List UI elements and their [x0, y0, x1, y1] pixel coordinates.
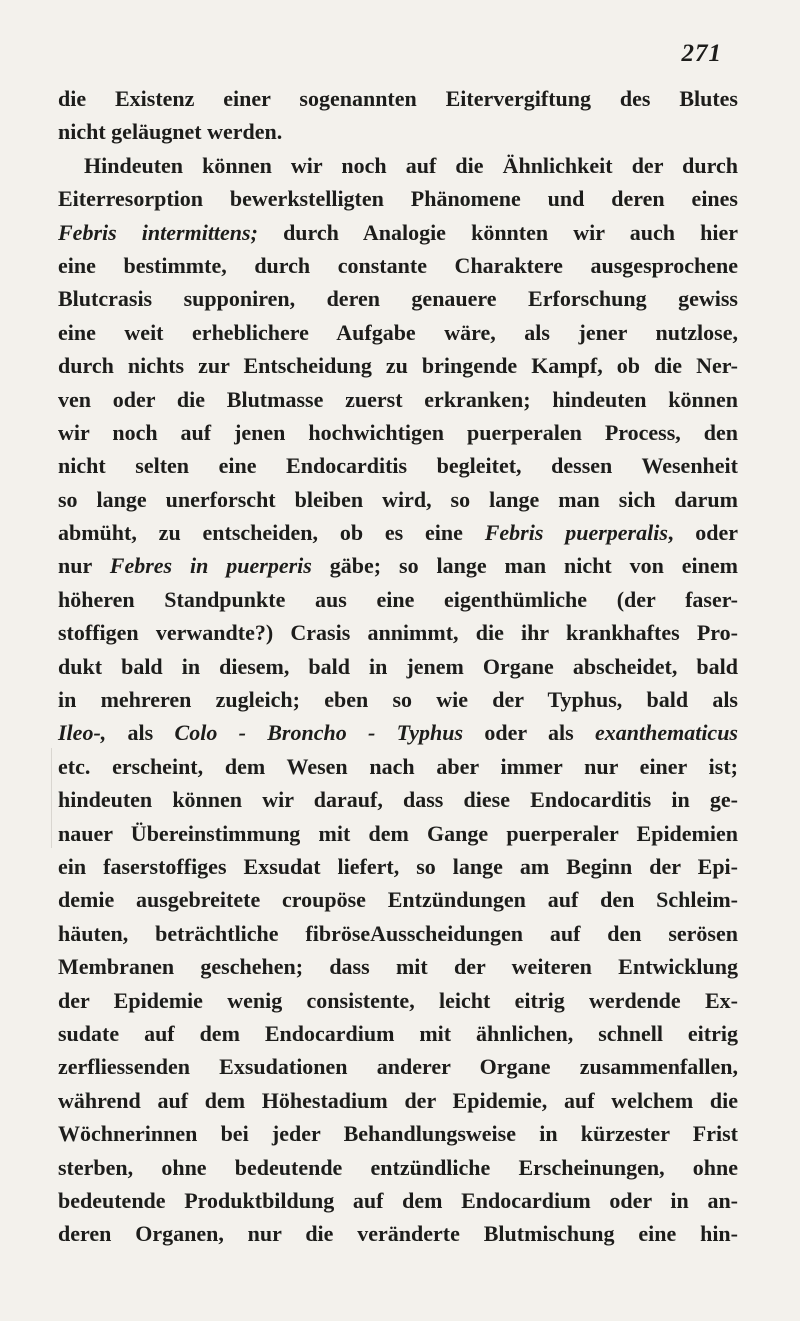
- italic-term: exanthematicus: [594, 720, 738, 746]
- text-segment: als: [106, 720, 175, 746]
- text-segment: gäbe; so lange man nicht von einem: [311, 553, 738, 579]
- text-line: [58, 950, 738, 983]
- text-segment: Blutcrasis supponiren, deren genauere Erforschung gewiss: [58, 286, 738, 312]
- text-segment: dukt bald in diesem, bald in jenem Organe abscheidet, bald: [58, 653, 738, 679]
- text-line: [58, 984, 738, 1017]
- text-segment: der Epidemie wenig consistente, leicht eitrig werdende Ex-: [58, 987, 738, 1013]
- text-line: [58, 82, 738, 115]
- text-segment: Membranen geschehen; dass mit der weiteren Entwicklung: [58, 954, 738, 980]
- text-segment: sterben, ohne bedeutende entzündliche Erscheinungen, ohne: [58, 1154, 738, 1180]
- margin-mark: [51, 748, 52, 848]
- body-text: [58, 82, 738, 1251]
- text-segment: , oder: [667, 520, 738, 546]
- text-line: [58, 716, 738, 749]
- text-segment: zerfliessenden Exsudationen anderer Organe zusammenfallen,: [58, 1054, 738, 1080]
- text-segment: die Existenz einer sogenannten Eitervergiftung des Blutes: [58, 86, 738, 111]
- text-segment: Hindeuten können wir noch auf die Ähnlichkeit der durch: [84, 152, 738, 178]
- text-line: [58, 616, 738, 649]
- text-line: [58, 483, 738, 516]
- text-segment: ven oder die Blutmasse zuerst erkranken; hindeuten können: [58, 386, 738, 412]
- text-line: [58, 216, 738, 249]
- italic-term: Febres in puerperis: [109, 553, 312, 579]
- text-segment: durch Analogie könnten wir auch hier: [257, 219, 739, 245]
- text-line: [58, 316, 738, 349]
- text-line: [58, 516, 738, 549]
- text-line: [58, 1151, 738, 1184]
- text-segment: höheren Standpunkte aus eine eigenthümliche (der faser-: [58, 586, 738, 612]
- text-segment: sudate auf dem Endocardium mit ähnlichen, schnell eitrig: [58, 1020, 738, 1046]
- italic-term: Colo - Broncho - Typhus: [174, 720, 464, 746]
- text-segment: eine bestimmte, durch constante Charaktere ausgesprochene: [58, 252, 738, 278]
- text-segment: stoffigen verwandte?) Crasis annimmt, die ihr krankhaftes Pro-: [58, 620, 738, 646]
- text-segment: durch nichts zur Entscheidung zu bringende Kampf, ob die Ner-: [58, 353, 738, 379]
- text-line: [58, 583, 738, 616]
- text-line: [58, 416, 738, 449]
- text-line: [58, 249, 738, 282]
- italic-term: Febris intermittens;: [58, 219, 258, 245]
- text-segment: nauer Übereinstimmung mit dem Gange puerperaler Epidemien: [58, 820, 738, 846]
- text-segment: hindeuten können wir darauf, dass diese Endocarditis in ge-: [58, 787, 738, 813]
- text-line: [58, 115, 738, 148]
- text-segment: bedeutende Produktbildung auf dem Endocardium oder in an-: [58, 1187, 738, 1213]
- text-segment: demie ausgebreitete croupöse Entzündungen auf den Schleim-: [58, 887, 738, 913]
- text-segment: eine weit erheblichere Aufgabe wäre, als jener nutzlose,: [58, 319, 738, 345]
- text-segment: in mehreren zugleich; eben so wie der Typhus, bald als: [58, 687, 738, 713]
- text-line: [58, 1217, 738, 1250]
- text-segment: nicht geläugnet werden.: [58, 119, 283, 145]
- text-line: [58, 883, 738, 916]
- page-number: 271: [681, 40, 722, 67]
- italic-term: Febris puerperalis: [484, 520, 668, 546]
- text-line: [58, 149, 738, 182]
- text-line: [58, 750, 738, 783]
- text-segment: nur: [58, 553, 110, 579]
- text-line: [58, 650, 738, 683]
- text-line: [58, 549, 738, 582]
- text-segment: oder als: [463, 720, 595, 746]
- text-segment: wir noch auf jenen hochwichtigen puerperalen Process, den: [58, 419, 738, 445]
- text-line: [58, 683, 738, 716]
- text-line: [58, 1184, 738, 1217]
- text-line: [58, 1117, 738, 1150]
- text-segment: so lange unerforscht bleiben wird, so lange man sich darum: [58, 486, 738, 512]
- text-segment: abmüht, zu entscheiden, ob es eine: [58, 520, 485, 546]
- text-segment: etc. erscheint, dem Wesen nach aber immer nur einer ist;: [58, 753, 738, 779]
- text-line: [58, 817, 738, 850]
- text-line: [58, 1084, 738, 1117]
- text-line: [58, 182, 738, 215]
- text-line: [58, 783, 738, 816]
- text-line: [58, 383, 738, 416]
- text-line: [58, 1017, 738, 1050]
- text-line: [58, 282, 738, 315]
- text-segment: Eiterresorption bewerkstelligten Phänomene und deren eines: [58, 186, 738, 212]
- text-segment: nicht selten eine Endocarditis begleitet, dessen Wesenheit: [58, 453, 738, 479]
- text-line: [58, 349, 738, 382]
- text-line: [58, 1050, 738, 1083]
- text-segment: häuten, beträchtliche fibröseAusscheidungen auf den serösen: [58, 920, 738, 946]
- text-segment: ein faserstoffiges Exsudat liefert, so lange am Beginn der Epi-: [58, 853, 738, 879]
- text-line: [58, 449, 738, 482]
- text-line: [58, 917, 738, 950]
- text-segment: Wöchnerinnen bei jeder Behandlungsweise in kürzester Frist: [58, 1121, 738, 1147]
- text-segment: deren Organen, nur die veränderte Blutmischung eine hin-: [58, 1221, 738, 1247]
- italic-term: Ileo-,: [58, 720, 107, 746]
- text-line: [58, 850, 738, 883]
- text-segment: während auf dem Höhestadium der Epidemie, auf welchem die: [58, 1087, 738, 1113]
